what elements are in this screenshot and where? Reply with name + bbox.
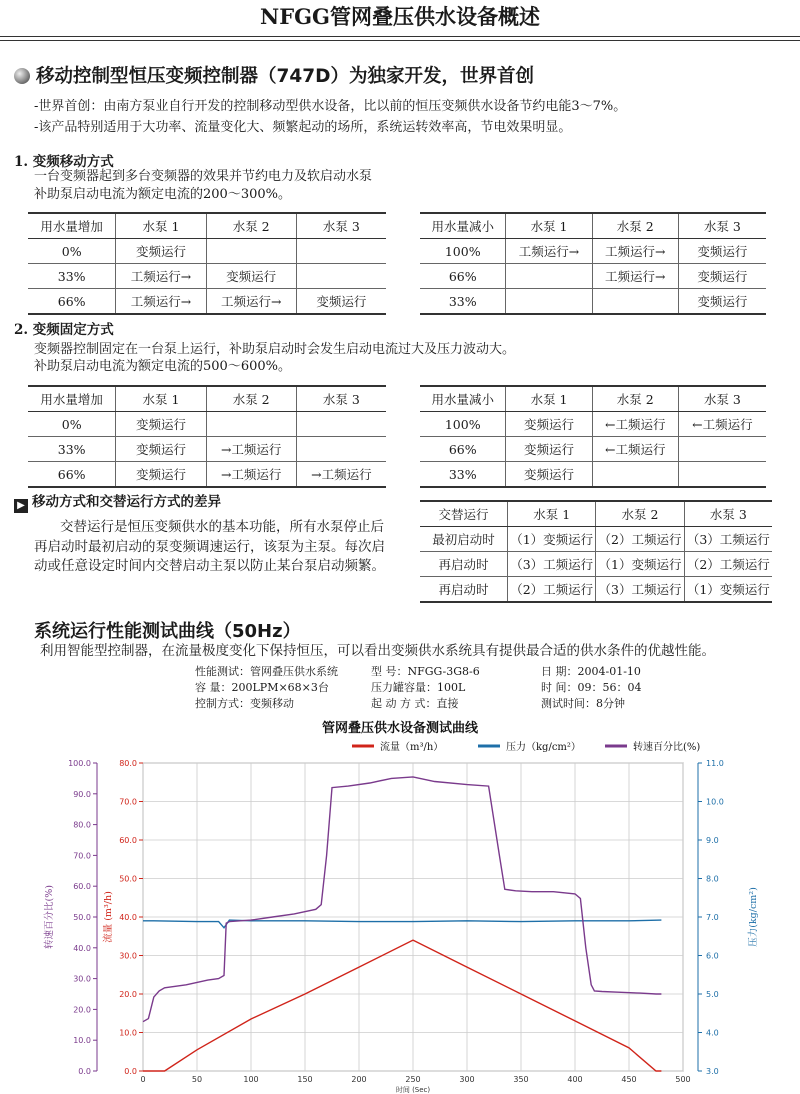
- table-cell: 工频运行→: [116, 264, 206, 289]
- table-cell: 再启动时: [420, 552, 508, 577]
- speed-tick-label: 10.0: [73, 1036, 91, 1046]
- table-cell: ←工频运行: [678, 412, 766, 437]
- mode2-increase-table: [28, 385, 386, 488]
- flow-tick-label: 50.0: [119, 874, 137, 884]
- table-cell: （1）变频运行: [596, 552, 684, 577]
- speed-axis-label: 转速百分比(%): [44, 885, 55, 949]
- table-header-cell: 交替运行: [420, 501, 508, 527]
- flow-tick-label: 40.0: [119, 913, 137, 922]
- section1-line2: -该产品特别适用于大功率、流量变化大、频繁起动的场所，系统运转效率高，节电效果明显。: [34, 120, 572, 135]
- flow-tick-label: 30.0: [119, 951, 137, 961]
- x-tick-label: 350: [513, 1075, 529, 1084]
- flow-tick-label: 60.0: [119, 836, 137, 845]
- table-header-cell: 水泵 2: [206, 213, 296, 239]
- table-cell: →工频运行: [206, 437, 296, 462]
- x-tick-label: 200: [351, 1075, 367, 1084]
- pressure-tick-label: 3.0: [706, 1067, 719, 1076]
- pressure-tick-label: 10.0: [706, 797, 724, 807]
- pressure-tick-label: 8.0: [706, 874, 719, 884]
- table-cell: [296, 437, 386, 462]
- table-header-cell: 水泵 1: [506, 213, 592, 239]
- table-cell: （1）变频运行: [684, 577, 772, 603]
- x-tick-label: 150: [297, 1075, 313, 1084]
- speed-tick-label: 60.0: [73, 882, 91, 892]
- table-cell: （1）变频运行: [508, 527, 596, 552]
- table-cell: →工频运行: [206, 462, 296, 488]
- page-title: NFGG管网叠压供水设备概述: [0, 0, 800, 41]
- pressure-axis-label: 压力(kg/cm²): [748, 887, 759, 947]
- series-line-speed: [143, 777, 661, 1022]
- table-cell: [206, 412, 296, 437]
- mode1-desc2: 补助泵启动电流为额定电流的200～300%。: [34, 187, 291, 202]
- table-row: [420, 552, 772, 577]
- table-cell: 变频运行: [506, 437, 592, 462]
- table-cell: 33%: [28, 437, 116, 462]
- table-header-cell: 水泵 3: [296, 386, 386, 412]
- table-cell: 工频运行→: [206, 289, 296, 315]
- section1-line1: -世界首创：由南方泵业自行开发的控制移动型供水设备，比以前的恒压变频供水设备节约电能3～7%。: [34, 99, 627, 114]
- table-cell: 66%: [28, 462, 116, 488]
- x-tick-label: 100: [243, 1075, 259, 1084]
- x-tick-label: 250: [405, 1075, 421, 1084]
- table-header-cell: 水泵 1: [116, 386, 206, 412]
- table-cell: 0%: [28, 239, 116, 264]
- x-tick-label: 450: [621, 1075, 637, 1084]
- speed-tick-label: 100.0: [68, 759, 91, 768]
- table-header-cell: 水泵 3: [678, 386, 766, 412]
- table-cell: 100%: [420, 239, 506, 264]
- table-cell: [678, 462, 766, 488]
- table-cell: 变频运行: [116, 462, 206, 488]
- table-row: [420, 462, 766, 488]
- table-cell: 0%: [28, 412, 116, 437]
- table-header-row: [28, 213, 386, 239]
- test-info: 性能测试：管网叠压供水系统 型 号：NFGG-3G8-6 日 期：2004-01-10 容 量：200LPM×68×3台 压力罐容量：100L 时 间：09：56：04 控制方式：变频移动 起 动 方 式：直接 测试时间：8分钟: [195, 665, 642, 710]
- table-header-cell: 用水量增加: [28, 386, 116, 412]
- table-cell: 33%: [420, 462, 506, 488]
- table-header-cell: 用水量增加: [28, 213, 116, 239]
- table-row: [28, 239, 386, 264]
- table-header-cell: 水泵 1: [116, 213, 206, 239]
- table-row: [28, 462, 386, 488]
- table-cell: [678, 437, 766, 462]
- mode1-desc1: 一台变频器起到多台变频器的效果并节约电力及软启动水泵: [34, 169, 373, 184]
- table-cell: [592, 289, 678, 315]
- speed-tick-label: 70.0: [73, 851, 91, 861]
- pressure-tick-label: 5.0: [706, 990, 719, 999]
- x-axis-label: 时间 (Sec): [395, 1086, 431, 1094]
- flow-tick-label: 0.0: [124, 1067, 137, 1076]
- table-cell: （3）工频运行: [596, 577, 684, 603]
- table-cell: [296, 412, 386, 437]
- x-tick-label: 0: [140, 1075, 146, 1084]
- x-tick-label: 300: [459, 1075, 475, 1084]
- speed-tick-label: 0.0: [78, 1067, 91, 1076]
- section2-intro: 利用智能型控制器，在流量极度变化下保持恒压，可以看出变频供水系统具有提供最合适的供水条件的优越性能。: [40, 643, 715, 659]
- table-cell: （2）工频运行: [684, 552, 772, 577]
- speed-tick-label: 80.0: [73, 820, 91, 830]
- chart-title: 管网叠压供水设备测试曲线: [321, 721, 479, 736]
- pressure-tick-label: 7.0: [706, 913, 719, 922]
- table-header-cell: 水泵 3: [678, 213, 766, 239]
- x-tick-label: 400: [567, 1075, 583, 1084]
- table-cell: ←工频运行: [592, 412, 678, 437]
- legend-entry: 转速百分比(%): [633, 742, 701, 753]
- table-cell: 33%: [420, 289, 506, 315]
- speed-tick-label: 20.0: [73, 1005, 91, 1015]
- table-cell: 工频运行→: [592, 239, 678, 264]
- table-row: [28, 437, 386, 462]
- table-cell: [506, 289, 592, 315]
- table-cell: [206, 239, 296, 264]
- table-cell: 变频运行: [116, 437, 206, 462]
- pressure-tick-label: 9.0: [706, 836, 719, 845]
- table-cell: 再启动时: [420, 577, 508, 603]
- x-tick-label: 500: [675, 1075, 691, 1084]
- table-cell: 最初启动时: [420, 527, 508, 552]
- table-cell: 66%: [420, 264, 506, 289]
- table-cell: 工频运行→: [116, 289, 206, 315]
- series-line-flow: [143, 940, 661, 1071]
- alternate-run-table: [420, 500, 772, 603]
- table-row: [420, 412, 766, 437]
- flow-tick-label: 70.0: [119, 797, 137, 807]
- speed-tick-label: 30.0: [73, 974, 91, 984]
- flow-tick-label: 10.0: [119, 1028, 137, 1038]
- table-header-cell: 水泵 3: [684, 501, 772, 527]
- table-cell: 66%: [28, 289, 116, 315]
- table-header-cell: 用水量减小: [420, 386, 506, 412]
- table-header-cell: 水泵 2: [592, 213, 678, 239]
- mode1-increase-table: [28, 212, 386, 315]
- table-cell: 66%: [420, 437, 506, 462]
- arrow-right-icon: ▶: [14, 499, 28, 513]
- mode1-decrease-table: [420, 212, 766, 315]
- table-header-cell: 用水量减小: [420, 213, 506, 239]
- table-header-row: [420, 386, 766, 412]
- table-row: [28, 264, 386, 289]
- table-cell: （2）工频运行: [596, 527, 684, 552]
- table-row: [420, 527, 772, 552]
- table-header-cell: 水泵 1: [506, 386, 592, 412]
- table-cell: 变频运行: [116, 412, 206, 437]
- mode1-heading: 1. 变频移动方式: [14, 154, 114, 170]
- table-row: [420, 264, 766, 289]
- table-cell: →工频运行: [296, 462, 386, 488]
- pressure-tick-label: 6.0: [706, 951, 719, 961]
- table-cell: 变频运行: [296, 289, 386, 315]
- table-row: [28, 412, 386, 437]
- speed-tick-label: 90.0: [73, 789, 91, 799]
- mode2-heading: 2. 变频固定方式: [14, 322, 114, 338]
- table-cell: 变频运行: [678, 264, 766, 289]
- table-header-cell: 水泵 2: [206, 386, 296, 412]
- table-cell: [506, 264, 592, 289]
- table-cell: 变频运行: [678, 289, 766, 315]
- speed-tick-label: 40.0: [73, 943, 91, 953]
- table-cell: 变频运行: [506, 462, 592, 488]
- table-cell: 工频运行→: [592, 264, 678, 289]
- table-cell: （3）工频运行: [508, 552, 596, 577]
- table-header-cell: 水泵 1: [508, 501, 596, 527]
- table-header-row: [28, 386, 386, 412]
- table-cell: ←工频运行: [592, 437, 678, 462]
- table-cell: 变频运行: [506, 412, 592, 437]
- flow-tick-label: 80.0: [119, 759, 137, 768]
- table-header-cell: 水泵 2: [596, 501, 684, 527]
- table-cell: 变频运行: [116, 239, 206, 264]
- legend-entry: 压力（kg/cm²）: [506, 742, 581, 753]
- x-tick-label: 50: [191, 1075, 203, 1084]
- table-header-cell: 水泵 3: [296, 213, 386, 239]
- test-curve-chart: [0, 715, 800, 1094]
- flow-tick-label: 20.0: [119, 990, 137, 999]
- table-cell: 工频运行→: [506, 239, 592, 264]
- table-cell: （3）工频运行: [684, 527, 772, 552]
- table-header-row: [420, 501, 772, 527]
- legend-entry: 流量（m³/h）: [380, 742, 444, 753]
- table-header-cell: 水泵 2: [592, 386, 678, 412]
- table-row: [420, 577, 772, 603]
- pressure-tick-label: 11.0: [706, 759, 724, 768]
- section2-heading: 系统运行性能测试曲线（50Hz）: [34, 621, 301, 642]
- table-row: [420, 289, 766, 315]
- table-cell: （2）工频运行: [508, 577, 596, 603]
- bullet-icon: [14, 68, 30, 84]
- table-cell: 100%: [420, 412, 506, 437]
- mode2-decrease-table: [420, 385, 766, 488]
- table-cell: 33%: [28, 264, 116, 289]
- table-cell: [296, 264, 386, 289]
- mode2-desc2: 补助泵启动电流为额定电流的500～600%。: [34, 359, 291, 374]
- diff-heading: ▶ 移动方式和交替运行方式的差异: [14, 490, 221, 513]
- table-cell: [592, 462, 678, 488]
- table-header-row: [420, 213, 766, 239]
- speed-tick-label: 50.0: [73, 913, 91, 922]
- pressure-tick-label: 4.0: [706, 1028, 719, 1038]
- diff-text: 交替运行是恒压变频供水的基本功能，所有水泵停止后再启动时最初启动的泵变频调速运行，该泵为主泵。每次启动或任意设定时间内交替启动主泵以防止某台泵启动频繁。: [34, 519, 385, 574]
- mode2-desc1: 变频器控制固定在一台泵上运行，补助泵启动时会发生启动电流过大及压力波动大。: [34, 342, 516, 357]
- table-cell: 变频运行: [678, 239, 766, 264]
- flow-axis-label: 流量 (m³/h): [103, 891, 114, 943]
- table-cell: 变频运行: [206, 264, 296, 289]
- table-row: [28, 289, 386, 315]
- table-row: [420, 239, 766, 264]
- table-cell: [296, 239, 386, 264]
- table-row: [420, 437, 766, 462]
- section1-heading: 移动控制型恒压变频控制器（747D）为独家开发，世界首创: [14, 62, 534, 88]
